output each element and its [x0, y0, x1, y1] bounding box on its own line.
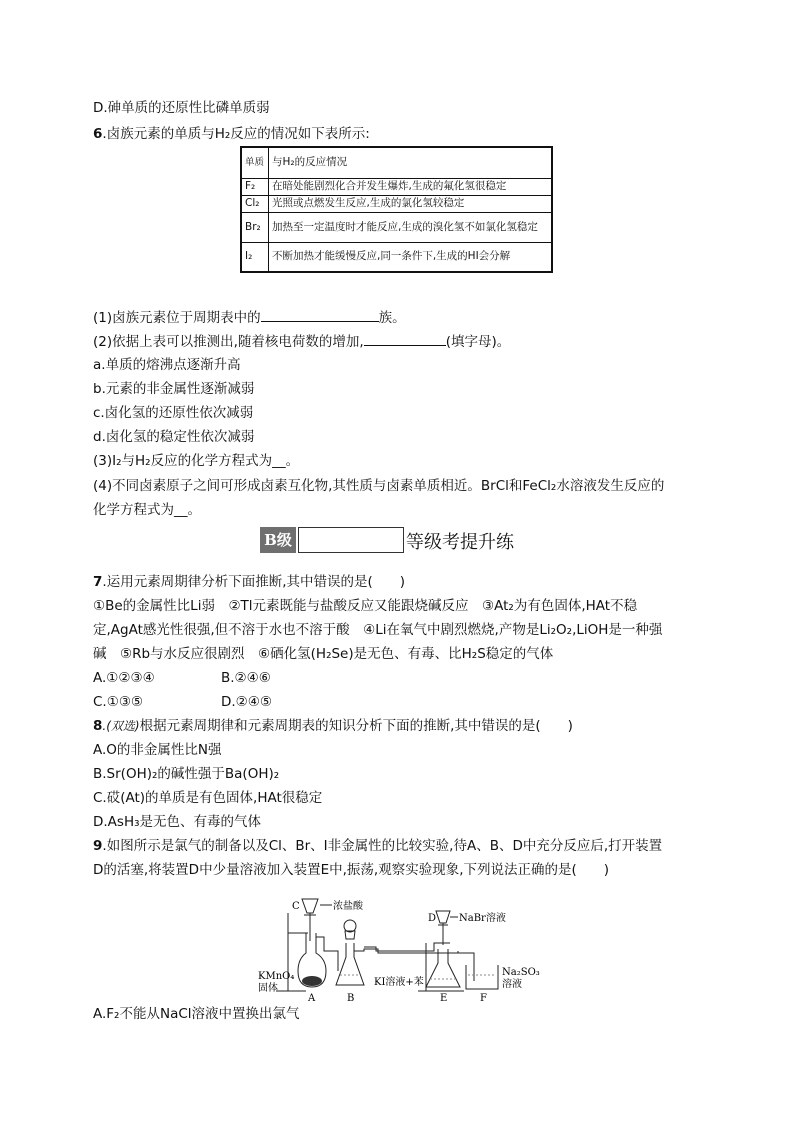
table-cell: Br₂: [241, 212, 269, 242]
label-a: A: [308, 993, 316, 1003]
q6-part2: [93, 331, 510, 352]
q8-option-b: B.Sr(OH)₂的碱性强于Ba(OH)₂: [93, 766, 280, 782]
funnel-c: [302, 899, 318, 913]
q7-line3: 碱 ⑤Rb与水反应很剧烈 ⑥硒化氢(H₂Se)是无色、有毒、比H₂S稳定的气体: [93, 646, 554, 662]
q9-stem-text: .如图所示是氯气的制备以及Cl、Br、I非金属性的比较实验,待A、B、D中充分反应后,打开装置: [102, 838, 663, 854]
table-row: [241, 147, 552, 178]
q9-option-a: A.F₂不能从NaCl溶液中置换出氯气: [93, 1006, 300, 1022]
q7-stem-text: .运用元素周期律分析下面推断,其中错误的是( ): [102, 574, 406, 590]
halogen-table: [240, 146, 553, 273]
q7-line1: ①Be的金属性比Li弱 ②Tl元素既能与盐酸反应又能跟烧碱反应 ③At₂为有色固体,HAt不稳: [93, 598, 638, 614]
q8-stem: [93, 716, 573, 736]
label-na2so3: Na₂SO₃: [502, 967, 540, 978]
q6-part2-suffix: (填字母)。: [445, 334, 511, 350]
q9-stem: [93, 836, 662, 856]
q6-option-a: a.单质的熔沸点逐渐升高: [93, 357, 241, 373]
q7-line2: 定,AgAt感光性很强,但不溶于水也不溶于酸 ④Li在氧气中剧烈燃烧,产物是Li₂O₂,LiOH是一种强: [93, 622, 663, 638]
answer-blank[interactable]: [364, 331, 446, 346]
table-row: [241, 178, 552, 195]
label-f: F: [480, 993, 487, 1003]
answer-blank[interactable]: [261, 307, 379, 322]
table-cell: 加热至一定温度时才能反应,生成的溴化氢不如氯化氢稳定: [269, 212, 553, 242]
q6-part1-text: (1)卤族元素位于周期表中的: [93, 310, 261, 326]
q6-number: 6: [93, 126, 103, 142]
q7-option-d: D.②④⑤: [221, 694, 272, 710]
section-title: 等级考提升练: [406, 532, 514, 553]
funnel-d: [436, 911, 450, 923]
table-cell: Cl₂: [241, 195, 269, 212]
q6-stem: [93, 124, 370, 144]
q9-line2: D的活塞,将装置D中少量溶液加入装置E中,振荡,观察实验现象,下列说法正确的是( ): [93, 862, 610, 878]
q6-stem-text: .卤族元素的单质与H₂反应的情况如下表所示:: [102, 126, 370, 142]
q6-option-d: d.卤化氢的稳定性依次减弱: [93, 429, 255, 445]
q6-part3: (3)I₂与H₂反应的化学方程式为__。: [93, 453, 300, 469]
q8-number: 8: [93, 718, 103, 734]
q6-option-c: c.卤化氢的还原性依次减弱: [93, 405, 254, 421]
table-row: [241, 242, 552, 272]
label-kmno4-solid: 固体: [258, 983, 278, 994]
label-nabr: NaBr溶液: [459, 913, 506, 924]
table-header-cell: 单质: [241, 147, 269, 178]
q6-part1: [93, 307, 406, 328]
table-header-cell: 与H₂的反应情况: [269, 147, 553, 178]
table-cell: 在暗处能剧烈化合并发生爆炸,生成的氟化氢很稳定: [269, 178, 553, 195]
q6-part2-text: (2)依据上表可以推测出,随着核电荷数的增加,: [93, 334, 364, 350]
section-box: [298, 527, 404, 553]
q8-stem-text: 根据元素周期律和元素周期表的知识分析下面的推断,其中错误的是( ): [139, 718, 573, 734]
section-tag: B级: [260, 527, 296, 553]
beaker-f: [466, 965, 498, 989]
flask-e: [426, 949, 460, 987]
q8-option-d: D.AsH₃是无色、有毒的气体: [93, 814, 262, 830]
q8-option-c: C.砹(At)的单质是有色固体,HAt很稳定: [93, 790, 323, 806]
table-row: [241, 195, 552, 212]
flask-b: [336, 943, 364, 985]
q6-part4-line2: 化学方程式为__。: [93, 502, 201, 518]
q6-part4-line1: (4)不同卤素原子之间可形成卤素互化物,其性质与卤素单质相近。BrCl和FeCl₂水溶液发生反应的: [93, 478, 665, 494]
q9-number: 9: [93, 838, 103, 854]
table-cell: F₂: [241, 178, 269, 195]
kmno4-solid: [302, 976, 322, 986]
label-b: B: [347, 993, 355, 1003]
table-cell: 不断加热才能缓慢反应,同一条件下,生成的HI会分解: [269, 242, 553, 272]
table-row: [241, 212, 552, 242]
q7-option-b: B.②④⑥: [221, 670, 271, 686]
q7-option-c: C.①③⑤: [93, 694, 144, 710]
label-d: D: [428, 913, 437, 924]
q8-option-a: A.O的非金属性比N强: [93, 742, 222, 758]
q6-part1-suffix: 族。: [378, 310, 406, 326]
q5-option-d: D.砷单质的还原性比磷单质弱: [93, 100, 270, 116]
label-e: E: [440, 993, 448, 1003]
label-ki: KI溶液+苯: [374, 977, 424, 988]
label-hcl: 浓盐酸: [333, 901, 363, 912]
q7-number: 7: [93, 574, 103, 590]
table-cell: 光照或点燃发生反应,生成的氯化氢较稳定: [269, 195, 553, 212]
q7-stem: [93, 572, 405, 592]
label-c: C: [292, 901, 300, 912]
q7-option-a: A.①②③④: [93, 670, 155, 686]
label-na2so3-sol: 溶液: [502, 979, 522, 990]
table-cell: I₂: [241, 242, 269, 272]
apparatus-diagram: [258, 893, 548, 1003]
q8-tag: .(双选): [102, 719, 140, 733]
label-kmno4: KMnO₄: [258, 971, 295, 982]
q6-option-b: b.元素的非金属性逐渐减弱: [93, 381, 255, 397]
